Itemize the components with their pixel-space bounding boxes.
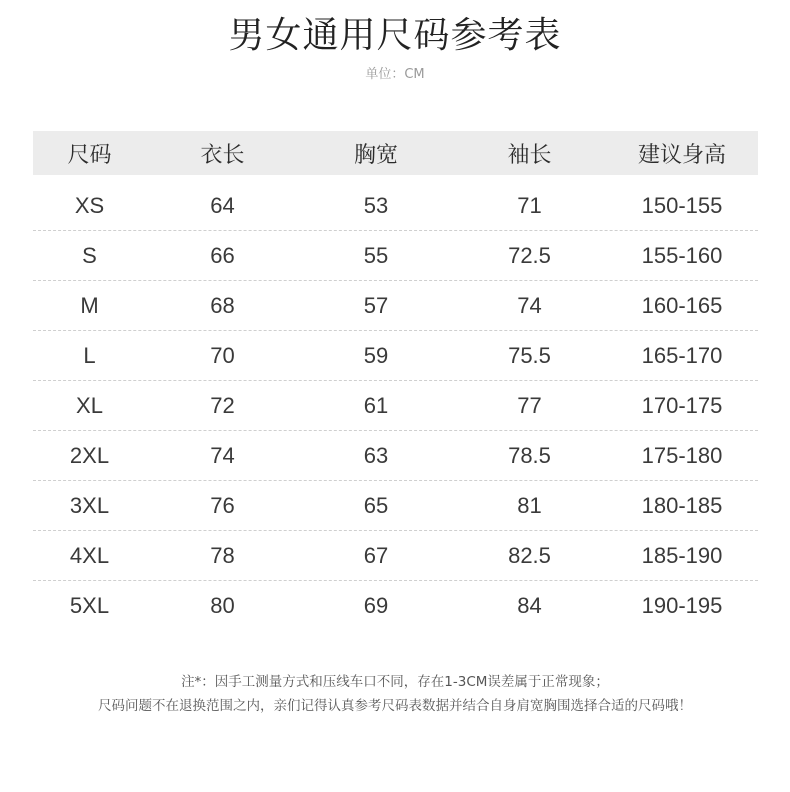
cell-sleeve-length: 72.5 <box>508 242 551 268</box>
table-row <box>33 181 758 231</box>
header-suggested-height: 建议身高 <box>637 142 726 168</box>
cell-size: 3XL <box>69 492 110 518</box>
cell-sleeve-length: 78.5 <box>508 442 551 468</box>
cell-length: 74 <box>210 442 235 468</box>
cell-size: 4XL <box>69 542 110 568</box>
cell-suggested-height: 185-190 <box>641 542 723 568</box>
cell-suggested-height: 180-185 <box>641 492 723 518</box>
cell-length: 66 <box>210 242 235 268</box>
cell-suggested-height: 190-195 <box>641 593 723 618</box>
table-row <box>33 481 758 531</box>
cell-sleeve-length: 74 <box>517 292 542 318</box>
cell-sleeve-length: 81 <box>517 492 542 518</box>
cell-chest-width: 57 <box>363 292 389 318</box>
page-title: 男女通用尺码参考表 <box>228 15 562 56</box>
header-length: 衣长 <box>200 142 245 168</box>
cell-chest-width: 53 <box>363 192 389 218</box>
cell-suggested-height: 155-160 <box>641 242 723 268</box>
note-measurement-error: 注*：因手工测量方式和压线车口不同，存在1-3CM误差属于正常现象； <box>181 674 609 690</box>
cell-sleeve-length: 82.5 <box>508 542 551 568</box>
table-row <box>33 431 758 481</box>
cell-sleeve-length: 84 <box>517 593 542 618</box>
cell-size: L <box>83 342 96 368</box>
cell-size: XS <box>74 192 105 218</box>
note-return-policy: 尺码问题不在退换范围之内，亲们记得认真参考尺码表数据并结合自身肩宽胸围选择合适的尺码哦！ <box>98 698 692 714</box>
cell-size: 5XL <box>69 593 110 618</box>
cell-suggested-height: 175-180 <box>641 442 723 468</box>
cell-chest-width: 67 <box>363 542 389 568</box>
cell-length: 68 <box>210 292 235 318</box>
cell-sleeve-length: 75.5 <box>508 342 551 368</box>
cell-suggested-height: 160-165 <box>641 292 723 318</box>
header-size: 尺码 <box>67 142 112 168</box>
cell-sleeve-length: 77 <box>517 392 542 418</box>
cell-suggested-height: 150-155 <box>641 192 723 218</box>
cell-suggested-height: 165-170 <box>641 342 723 368</box>
table-header <box>33 131 758 175</box>
table-row <box>33 231 758 281</box>
cell-suggested-height: 170-175 <box>641 392 723 418</box>
header-sleeve-length: 袖长 <box>507 142 552 168</box>
cell-chest-width: 59 <box>363 342 389 368</box>
cell-chest-width: 61 <box>363 392 389 418</box>
cell-size: 2XL <box>69 442 110 468</box>
cell-sleeve-length: 71 <box>517 192 542 218</box>
cell-length: 78 <box>210 542 235 568</box>
cell-size: XL <box>76 392 103 418</box>
cell-length: 76 <box>210 492 235 518</box>
cell-chest-width: 65 <box>363 492 389 518</box>
unit-label: 单位：CM <box>365 67 425 82</box>
table-row <box>33 531 758 581</box>
table-row <box>33 331 758 381</box>
cell-size: S <box>82 242 97 268</box>
cell-chest-width: 69 <box>363 593 389 618</box>
cell-length: 80 <box>210 593 235 618</box>
size-table <box>33 131 758 631</box>
cell-chest-width: 63 <box>363 442 389 468</box>
cell-size: M <box>80 292 99 318</box>
cell-length: 64 <box>210 192 235 218</box>
table-row <box>33 381 758 431</box>
table-body <box>33 175 758 631</box>
table-row <box>33 581 758 631</box>
table-row <box>33 281 758 331</box>
cell-length: 72 <box>210 392 235 418</box>
cell-length: 70 <box>210 342 235 368</box>
header-chest-width: 胸宽 <box>353 142 398 168</box>
cell-chest-width: 55 <box>363 242 389 268</box>
